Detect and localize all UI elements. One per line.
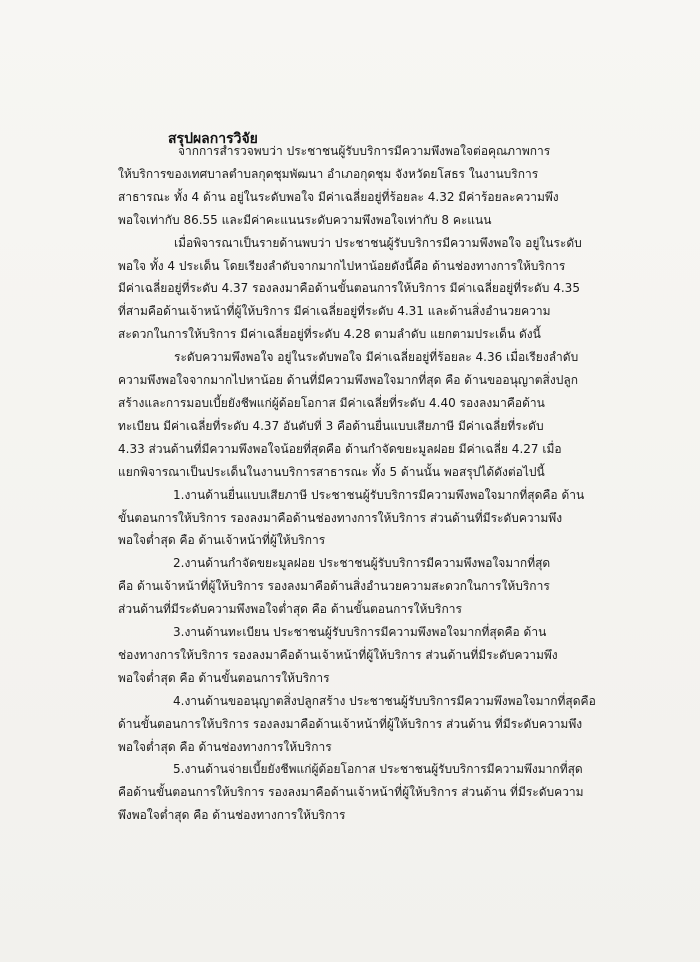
body-line: พอใจต่ำสุด คือ ด้านช่องทางการให้บริการ — [118, 739, 332, 754]
list-item-2: 2.งานด้านกำจัดขยะมูลฝอย ประชาชนผู้รับบริการมีความพึงพอใจมากที่สุด — [173, 556, 551, 571]
document-body — [118, 140, 596, 827]
body-line: 4.33 ส่วนด้านที่มีความพึงพอใจน้อยที่สุดคือ ด้านกำจัดขยะมูลฝอย มีค่าเฉลี่ย 4.27 เมื่อ — [118, 441, 562, 456]
body-line: ด้านขั้นตอนการให้บริการ รองลงมาคือด้านเจ้าหน้าที่ผู้ให้บริการ ส่วนด้าน ที่มีระดับความพึง — [118, 716, 583, 731]
body-line: พอใจเท่ากับ 86.55 และมีค่าคะแนนระดับความพึงพอใจเท่ากับ 8 คะแนน — [118, 212, 492, 227]
body-line: เมื่อพิจารณาเป็นรายด้านพบว่า ประชาชนผู้รับบริการมีความพึงพอใจ อยู่ในระดับ — [174, 235, 582, 250]
body-line: ส่วนด้านที่มีระดับความพึงพอใจต่ำสุด คือ ด้านขั้นตอนการให้บริการ — [118, 602, 462, 617]
body-line: สะดวกในการให้บริการ มีค่าเฉลี่ยอยู่ที่ระดับ 4.28 ตามลำดับ แยกตามประเด็น ดังนี้ — [118, 327, 541, 342]
body-line: จากการสำรวจพบว่า ประชาชนผู้รับบริการมีความพึงพอใจต่อคุณภาพการ — [178, 144, 551, 158]
body-line: พอใจต่ำสุด คือ ด้านขั้นตอนการให้บริการ — [118, 670, 330, 685]
body-line: คือ ด้านเจ้าหน้าที่ผู้ให้บริการ รองลงมาคือด้านสิ่งอำนวยความสะดวกในการให้บริการ — [118, 579, 550, 594]
body-line: ช่องทางการให้บริการ รองลงมาคือด้านเจ้าหน้าที่ผู้ให้บริการ ส่วนด้านที่มีระดับความพึง — [118, 647, 558, 662]
document-title: สรุปผลการวิจัย — [168, 131, 258, 147]
body-line: ขั้นตอนการให้บริการ รองลงมาคือด้านช่องทางการให้บริการ ส่วนด้านที่มีระดับความพึง — [118, 510, 563, 525]
body-line: ทะเบียน มีค่าเฉลี่ยที่ระดับ 4.37 อันดับที่ 3 คือด้านยื่นแบบเสียภาษี มีค่าเฉลี่ยที่ระดับ — [118, 418, 544, 433]
body-line: ที่สามคือด้านเจ้าหน้าที่ผู้ให้บริการ มีค่าเฉลี่ยอยู่ที่ระดับ 4.31 และด้านสิ่งอำนวยความ — [118, 304, 551, 319]
list-item-1: 1.งานด้านยื่นแบบเสียภาษี ประชาชนผู้รับบริการมีความพึงพอใจมากที่สุดคือ ด้าน — [173, 487, 585, 502]
body-line: ให้บริการของเทศบาลตำบลกุดชุมพัฒนา อำเภอกุดชุม จังหวัดยโสธร ในงานบริการ — [118, 166, 539, 181]
list-item-4: 4.งานด้านขออนุญาตสิ่งปลูกสร้าง ประชาชนผู้รับบริการมีความพึงพอใจมากที่สุดคือ — [173, 693, 596, 708]
body-line: สร้างและการมอบเบี้ยยังชีพแก่ผู้ด้อยโอกาส มีค่าเฉลี่ยที่ระดับ 4.40 รองลงมาคือด้าน — [118, 395, 545, 410]
list-item-5: 5.งานด้านจ่ายเบี้ยยังชีพแก่ผู้ด้อยโอกาส ประชาชนผู้รับบริการมีความพึงมากที่สุด — [173, 762, 583, 777]
body-line: พอใจ ทั้ง 4 ประเด็น โดยเรียงลำดับจากมากไปหาน้อยดังนี้คือ ด้านช่องทางการให้บริการ — [118, 258, 566, 273]
body-line: พึงพอใจต่ำสุด คือ ด้านช่องทางการให้บริการ — [118, 808, 346, 823]
body-line: ความพึงพอใจจากมากไปหาน้อย ด้านที่มีความพึงพอใจมากที่สุด คือ ด้านขออนุญาตสิ่งปลูก — [118, 373, 578, 388]
body-line: คือด้านขั้นตอนการให้บริการ รองลงมาคือด้านเจ้าหน้าที่ผู้ให้บริการ ส่วนด้าน ที่มีระดับความ — [118, 785, 584, 800]
body-line: สาธารณะ ทั้ง 4 ด้าน อยู่ในระดับพอใจ มีค่าเฉลี่ยอยู่ที่ร้อยละ 4.32 มีค่าร้อยละความพึง — [118, 189, 559, 204]
body-line: มีค่าเฉลี่ยอยู่ที่ระดับ 4.37 รองลงมาคือด้านขั้นตอนการให้บริการ มีค่าเฉลี่ยอยู่ที่ระดับ 4.35 — [118, 281, 580, 296]
body-line: ระดับความพึงพอใจ อยู่ในระดับพอใจ มีค่าเฉลี่ยอยู่ที่ร้อยละ 4.36 เมื่อเรียงลำดับ — [174, 350, 579, 365]
body-line: พอใจต่ำสุด คือ ด้านเจ้าหน้าที่ผู้ให้บริการ — [118, 533, 326, 548]
list-item-3: 3.งานด้านทะเบียน ประชาชนผู้รับบริการมีความพึงพอใจมากที่สุดคือ ด้าน — [173, 625, 547, 640]
body-line: แยกพิจารณาเป็นประเด็นในงานบริการสาธารณะ ทั้ง 5 ด้านนั้น พอสรุปได้ดังต่อไปนี้ — [118, 464, 545, 479]
